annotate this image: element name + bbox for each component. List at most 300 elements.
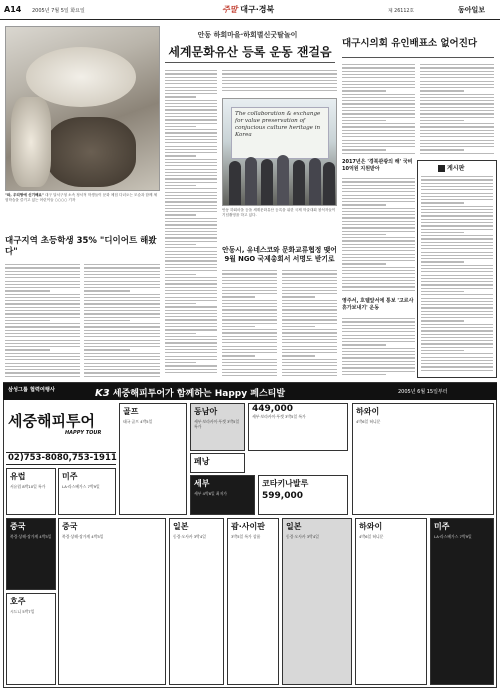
text-line [421,360,493,361]
ad-event-title [95,386,285,399]
article-body-left-2 [84,262,160,378]
text-line [165,214,196,215]
text-line [5,267,80,268]
text-line [5,281,80,282]
text-line [421,324,493,325]
text-line [165,342,217,343]
text-line [282,326,315,327]
text-line [421,176,493,177]
article-body-right-1 [342,62,415,156]
divider [342,57,494,58]
text-line [342,107,415,108]
text-line [165,260,217,261]
text-line [84,336,160,337]
text-line [165,241,217,242]
right-subhead-2: 영주서, 호텔앞서에 통보 '고르사 휴가보내기' 운동 [342,298,414,311]
ad-block: 코타키나발루 599,000 [258,475,348,515]
text-line [84,346,160,347]
text-line [84,330,160,331]
text-line [421,307,493,308]
text-line [165,267,217,268]
issue-number: 제 26112호 [388,9,415,14]
text-line [342,325,415,326]
text-line [282,293,337,294]
text-line [222,90,337,91]
text-line [84,369,160,370]
text-line [165,313,217,314]
text-line [222,283,277,284]
text-line [421,334,493,335]
ad-block: 일본 동경·오사카 3박4일 [169,518,224,685]
text-line [282,346,337,347]
text-line [165,336,217,337]
text-line [165,244,196,245]
ad-block: 일본 동경·오사카 3박4일 [282,518,352,685]
text-line [222,319,277,320]
section-title [222,4,274,15]
text-line [165,129,217,130]
text-line [165,237,217,238]
text-line [84,307,160,308]
text-line [342,214,415,215]
text-line [342,117,415,118]
text-line [165,119,217,120]
text-line [5,310,80,311]
text-line [420,143,494,144]
text-line [342,153,415,154]
text-line [342,338,415,339]
text-line [84,320,130,321]
text-line [342,367,415,368]
text-line [421,255,493,256]
text-line [5,294,80,295]
text-line [282,375,337,376]
text-line [420,100,494,101]
text-line [5,330,80,331]
main-photo [5,26,160,191]
text-line [421,245,493,246]
ad-block: 중국 북경·상해·장가계 4박5일 [58,518,166,685]
text-line [165,280,217,281]
text-line [420,153,494,154]
text-line [5,343,80,344]
text-line [421,340,493,341]
text-line [84,284,160,285]
text-line [5,284,80,285]
text-line [165,113,217,114]
text-line [222,326,255,327]
text-line [421,199,493,200]
ad-brand-sub: HAPPY TOUR [65,430,102,436]
text-line [421,248,493,249]
right-headline: 대구시의회 유인배표소 없어진다 [342,38,478,49]
text-line [165,126,196,127]
ad-block: 골프 태국 골프 4박5일 [119,403,187,515]
divider [165,62,335,63]
text-line [342,123,415,124]
text-line [5,336,80,337]
text-line [421,353,493,354]
ad-block: 하와이 4박6일 허니문 [355,518,427,685]
second-headline: 안동시, 유네스코와 문화교류협정 맺어 9월 NGO 국제총회서 서명도 받기로 [222,246,337,263]
text-line [165,218,217,219]
text-line [84,356,160,357]
text-line [165,109,217,110]
text-line [282,290,337,291]
text-line [342,286,415,287]
text-line [342,344,386,345]
text-line [421,202,464,203]
text-line [421,330,493,331]
text-line [165,195,217,196]
text-line [342,364,415,365]
text-line [165,287,217,288]
text-line [282,309,337,310]
text-line [84,303,160,304]
text-line [282,323,337,324]
text-line [165,264,217,265]
text-line [165,152,217,153]
text-line [84,271,160,272]
text-line [342,120,386,121]
text-line [342,204,386,205]
text-line [165,257,217,258]
text-line [222,277,277,278]
text-line [165,277,217,278]
text-line [342,195,415,196]
text-line [342,100,415,101]
text-line [421,301,493,302]
text-line [421,304,493,305]
text-line [342,237,415,238]
text-line [420,103,494,104]
text-line [165,182,217,183]
text-line [165,93,217,94]
text-line [420,120,464,121]
text-line [165,201,217,202]
text-line [342,110,415,111]
text-line [282,329,337,330]
text-line [282,372,337,373]
text-line [165,70,217,71]
text-line [165,247,217,248]
text-line [420,64,494,65]
text-line [420,149,464,150]
text-line [342,290,415,291]
text-line [222,362,277,363]
text-line [165,159,217,160]
text-line [165,369,217,370]
text-line [165,359,217,360]
text-line [342,280,415,281]
text-line [5,264,80,265]
ad-block: 동남아 세부·보라카이·푸켓 3박5일 특가 [190,403,245,451]
text-line [222,300,277,301]
text-line [165,178,217,179]
text-line [421,179,493,180]
text-line [165,146,217,147]
text-line [222,270,277,271]
text-line [5,323,80,324]
text-line [421,252,493,253]
text-line [342,126,415,127]
text-line [282,369,337,370]
text-line [165,365,217,366]
text-line [165,132,217,133]
text-line [342,90,386,91]
text-line [165,83,217,84]
ad-event-text: 세중해피투어가 함께하는 Happy 페스티발 [112,389,286,399]
text-line [342,227,415,228]
text-line [165,231,217,232]
text-line [84,281,160,282]
text-line [420,133,494,134]
text-line [5,313,80,314]
text-line [421,298,493,299]
text-line [222,349,277,350]
ad-block: 하와이 4박6일 허니문 [352,403,494,515]
text-line [342,77,415,78]
text-line [5,359,80,360]
text-line [84,359,160,360]
text-line [5,307,80,308]
text-line [282,342,337,343]
text-line [165,162,217,163]
text-line [342,185,415,186]
text-line [420,84,494,85]
text-line [222,336,277,337]
square-icon [438,165,445,172]
text-line [282,303,337,304]
text-line [342,81,415,82]
text-line [421,206,493,207]
text-line [421,261,464,262]
text-line [282,349,337,350]
text-line [342,133,415,134]
text-line [84,366,160,367]
text-line [222,323,277,324]
text-line [84,290,130,291]
text-line [222,296,255,297]
text-line [421,232,464,233]
text-line [222,273,277,274]
section-name: 대구·경북 [240,5,275,14]
text-line [342,67,415,68]
text-line [342,277,415,278]
text-line [342,374,386,375]
text-line [420,94,494,95]
center-headline: 세계문화유산 등록 운동 잰걸음 [168,45,332,59]
text-line [165,333,196,334]
text-line [420,140,494,141]
text-line [165,297,217,298]
text-line [5,346,80,347]
text-line [165,306,217,307]
text-line [421,219,493,220]
text-line [342,361,415,362]
text-line [5,363,80,364]
text-line [421,189,493,190]
text-line [342,211,415,212]
text-line [84,343,160,344]
text-line [342,97,415,98]
text-line [165,274,196,275]
article-body-right-3 [342,176,415,294]
text-line [282,365,337,366]
text-line [165,139,217,140]
text-line [5,333,80,334]
text-line [165,316,217,317]
text-line [84,376,160,377]
text-line [165,77,217,78]
text-line [222,303,277,304]
text-line [5,349,50,350]
text-line [84,300,160,301]
center-kicker: 안동 하회마을·하회별신굿탈놀이 [197,31,298,39]
text-line [165,172,217,173]
photo-banner: The collaboration & exchange for value preservation of conjucious culture heritage in Korea [231,107,329,159]
text-line [165,283,217,284]
text-line [222,359,277,360]
text-line [222,83,337,84]
text-line [342,331,415,332]
ad-block: 유럽 서유럽 8박10일 특가 [6,468,56,515]
text-line [282,277,337,278]
caption-text: 대구 달서구청 소속 정서적 학생들이 문화 체험 다녀오는 모습과 함께 체험학습을 즐기고 있는 어린이들 ○○○○ 기자 [5,193,158,202]
text-line [342,260,415,261]
text-line [342,217,415,218]
text-line [342,208,415,209]
text-line [420,71,494,72]
text-line [421,337,493,338]
text-line [342,335,415,336]
text-line [165,290,217,291]
text-line [84,294,160,295]
text-line [282,336,337,337]
text-line [165,205,217,206]
text-line [165,142,217,143]
text-line [282,352,337,353]
text-line [84,313,160,314]
text-line [165,80,217,81]
text-line [421,294,493,295]
text-line [420,117,494,118]
text-line [165,356,217,357]
school-headline: 대구지역 초등학생 35% "디이어트 해봤다" [5,236,157,257]
text-line [421,183,493,184]
text-line [282,300,337,301]
text-line [84,353,160,354]
text-line [222,293,277,294]
text-line [84,317,160,318]
text-line [282,316,337,317]
text-line [222,313,277,314]
text-line [84,363,160,364]
text-line [342,87,415,88]
text-line [222,342,277,343]
text-line [165,221,217,222]
text-line [5,376,80,377]
text-line [165,100,217,101]
text-line [342,201,415,202]
text-line [5,274,80,275]
text-line [282,280,337,281]
text-line [342,328,415,329]
text-line [342,257,415,258]
text-line [421,343,493,344]
text-line [282,296,315,297]
text-line [342,341,415,342]
ad-block: 미주 LA·라스베가스 7박9일 [430,518,494,685]
text-line [222,290,277,291]
text-line [165,208,217,209]
ad-event-prefix: K3 [95,388,110,399]
text-line [222,332,277,333]
text-line [421,370,493,371]
text-line [84,287,160,288]
text-line [84,349,130,350]
text-line [342,270,415,271]
text-line [222,375,277,376]
text-line [5,317,80,318]
text-line [84,264,160,265]
text-line [421,288,493,289]
text-line [5,300,80,301]
text-line [222,346,277,347]
text-line [421,209,493,210]
right-subhead: 2017년은 '경북관광의 해' 국비 10억원 지원받아 [342,159,413,172]
text-line [5,303,80,304]
text-line [342,247,415,248]
notice-board-title: 게시판 [438,163,464,172]
article-body-right-4 [342,316,415,378]
text-line [5,277,80,278]
text-line [342,143,415,144]
text-line [165,136,217,137]
text-line [165,339,217,340]
text-line [5,340,80,341]
text-line [421,225,493,226]
text-line [222,329,277,330]
text-line [421,235,493,236]
text-line [342,136,415,137]
ad-block: 중국 북경·상해·장가계 4박5일 [6,518,56,590]
text-line [421,186,493,187]
ad-block: 호주 시드니 5박7일 [6,593,56,685]
text-line [342,130,415,131]
text-line [421,320,464,321]
text-line [165,349,217,350]
text-line [5,353,80,354]
issue-date: 2005년 7월 5일 화요일 [32,8,85,14]
text-line [421,366,493,367]
text-line [420,107,494,108]
text-line [165,319,217,320]
ad-block: 449,000 세부·보라카이·푸켓 3박5일 특가 [248,403,348,451]
text-line [342,354,415,355]
article-body-center-3 [222,268,277,378]
text-line [165,251,217,252]
ad-block: 세부 세부 4박6일 최저가 [190,475,255,515]
text-line [84,372,160,373]
text-line [421,215,493,216]
text-line [421,347,493,348]
text-line [421,278,493,279]
article-body-right-2 [420,62,494,156]
text-line [222,280,277,281]
text-line [222,306,277,307]
text-line [342,244,415,245]
